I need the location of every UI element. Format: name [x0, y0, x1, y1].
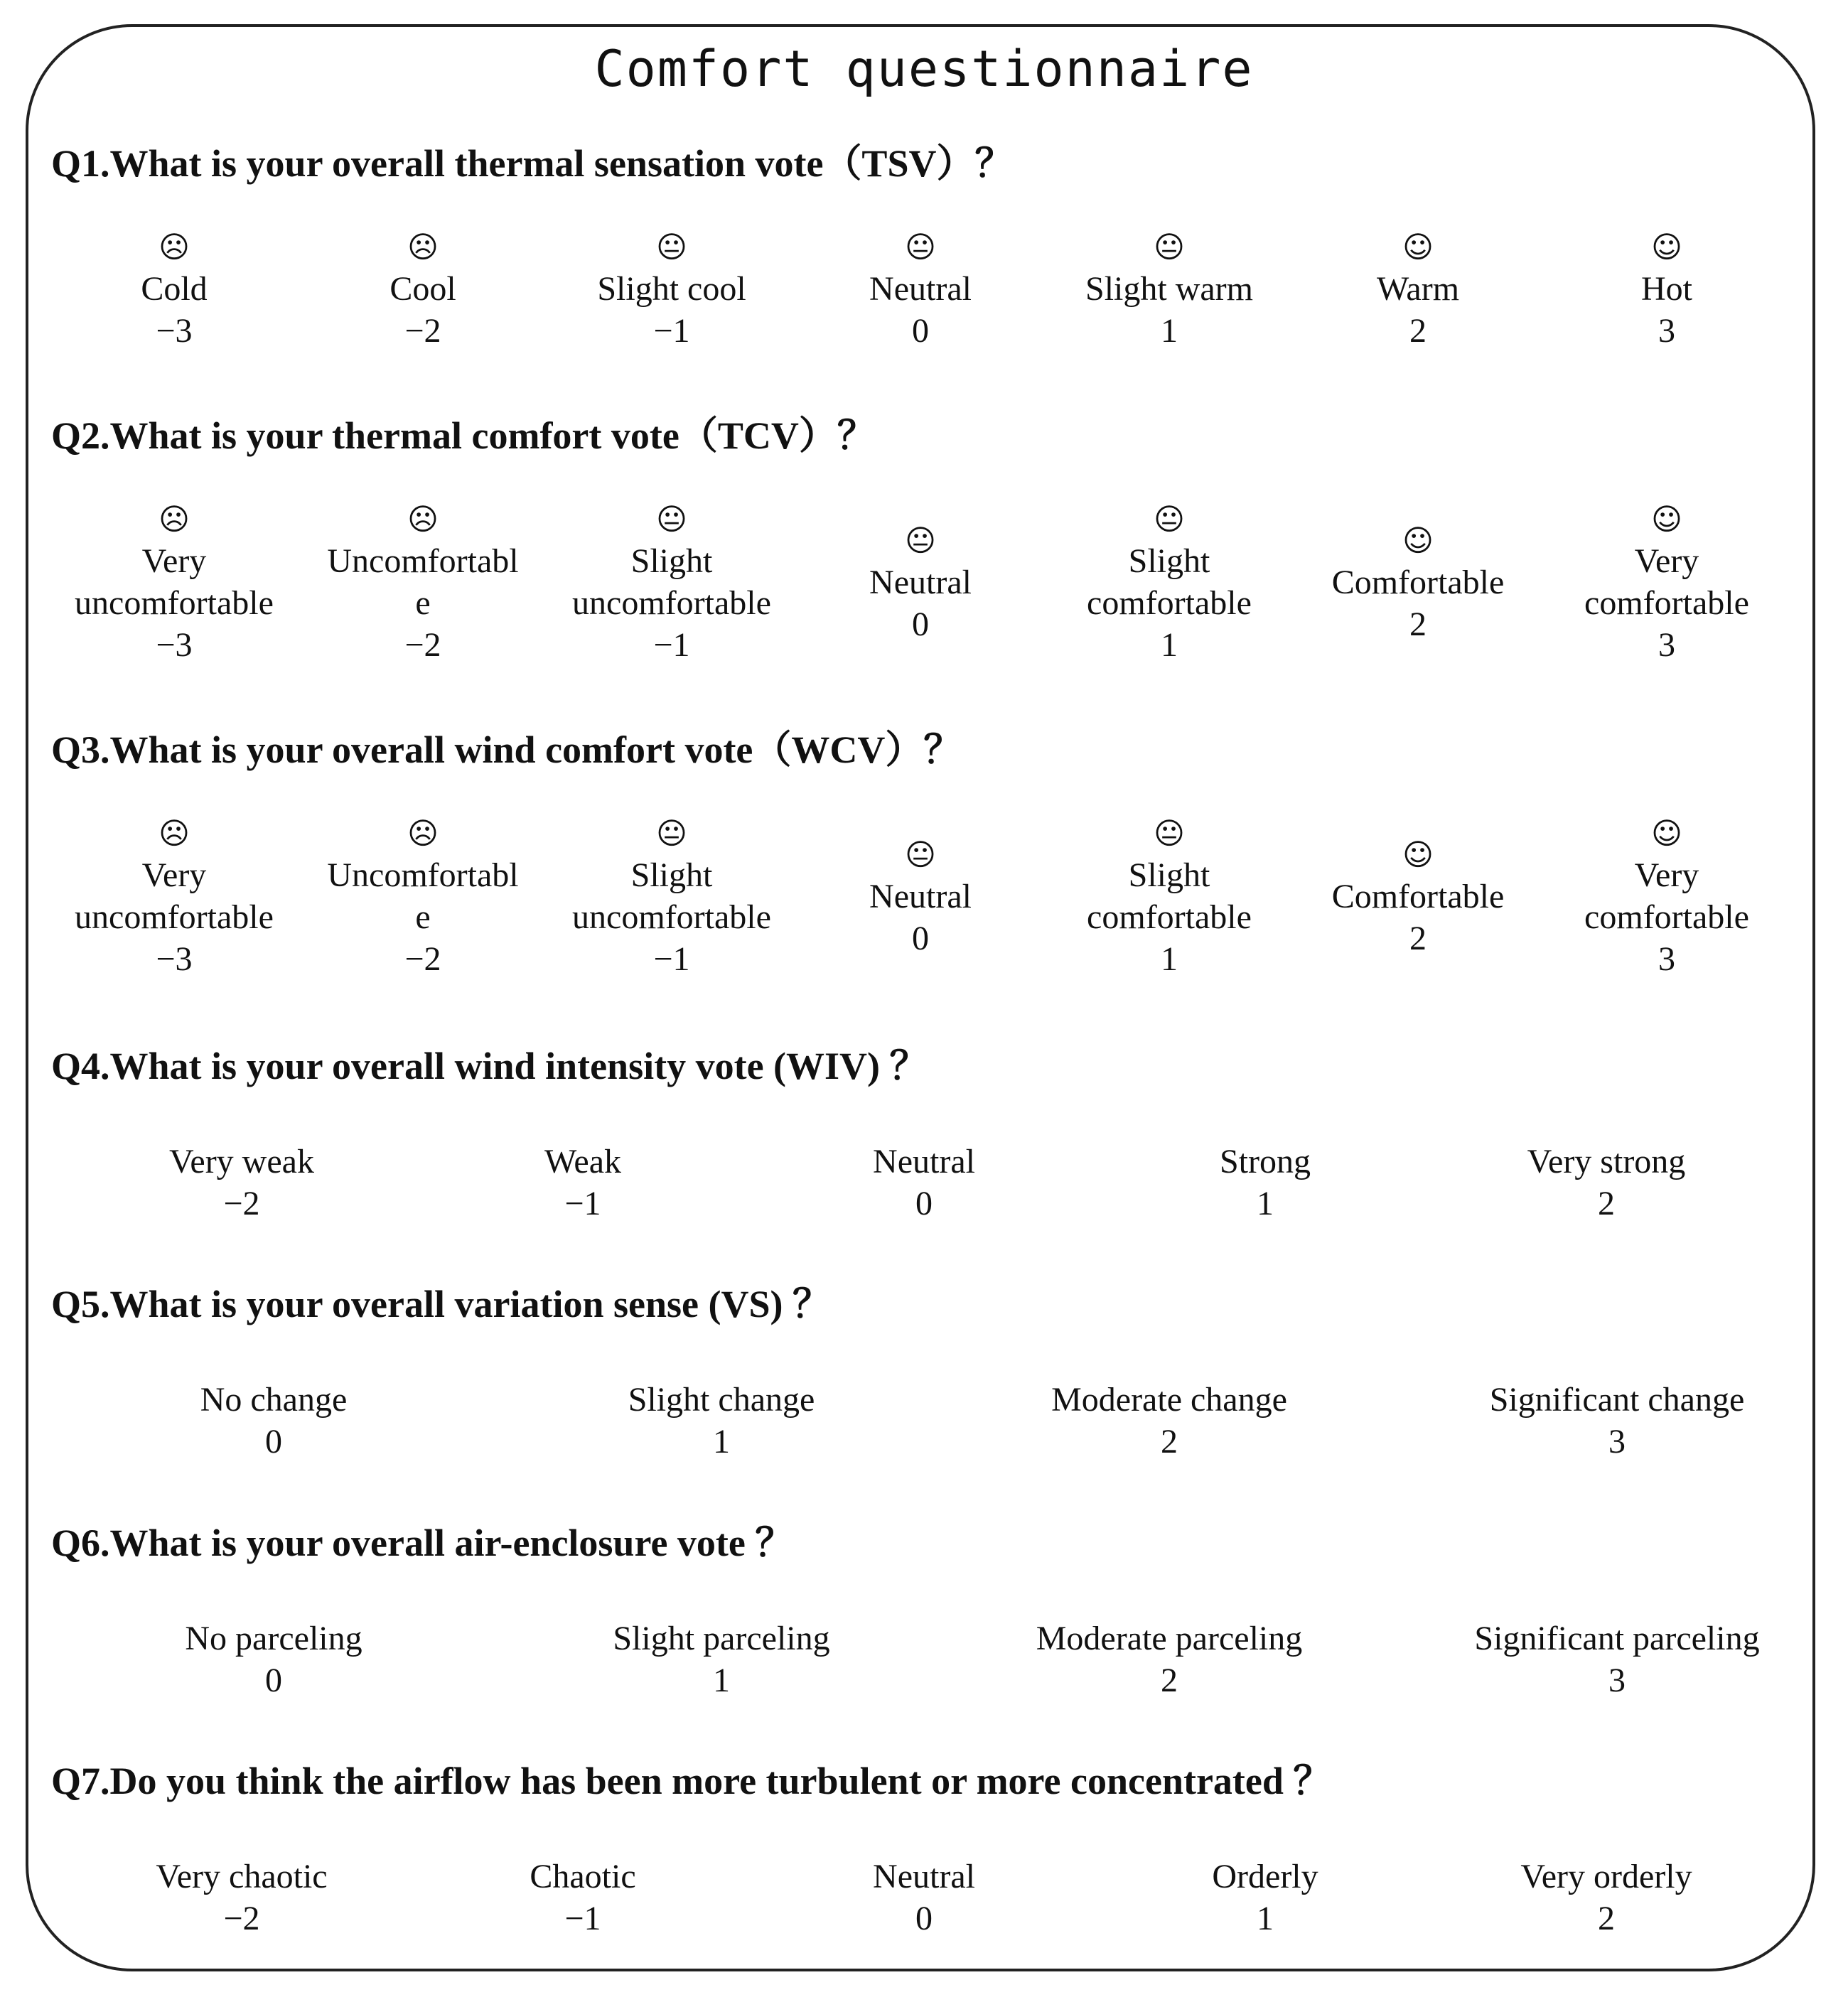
option-value: −1: [564, 1900, 601, 1937]
option-label: Neutral: [873, 1143, 975, 1180]
option-value: 1: [713, 1662, 730, 1699]
option-label: Slight comfortable: [1087, 542, 1252, 622]
option-value: −2: [223, 1900, 260, 1937]
option-label: Very uncomfortable: [75, 856, 274, 936]
neutral-face-icon: 😐: [656, 230, 687, 264]
option-value: −2: [404, 312, 441, 350]
answer-option[interactable]: [50, 226, 299, 352]
option-value: 3: [1608, 1662, 1626, 1699]
option-value: 0: [265, 1662, 282, 1699]
option-value: −2: [223, 1185, 260, 1222]
option-value: −1: [653, 940, 690, 978]
option-value: 0: [265, 1423, 282, 1460]
answer-option[interactable]: [1393, 1618, 1841, 1701]
question-5-options: [50, 1379, 1841, 1463]
option-value: 1: [1161, 626, 1178, 664]
answer-option[interactable]: [498, 1379, 945, 1463]
question-2-text: Q2.What is your thermal comfort vote（TCV）？: [51, 414, 876, 457]
option-label: Very uncomfortable: [75, 542, 274, 622]
question-6-text: Q6.What is your overall air-enclosure vote ？: [51, 1522, 794, 1564]
answer-option[interactable]: [945, 1379, 1393, 1463]
neutral-face-icon: 😐: [905, 836, 936, 872]
option-label: Neutral: [869, 563, 972, 601]
option-value: 2: [1598, 1185, 1615, 1222]
question-3-options: [50, 812, 1791, 980]
option-label: Orderly: [1212, 1858, 1318, 1895]
neutral-face-icon: 😐: [1154, 502, 1185, 537]
option-value: 2: [1598, 1900, 1615, 1937]
smile-face-icon: ☺: [1402, 522, 1434, 558]
option-label: Slight change: [628, 1381, 815, 1419]
neutral-face-icon: 😐: [656, 502, 687, 537]
answer-option[interactable]: [796, 498, 1045, 666]
option-label: Weak: [544, 1143, 622, 1180]
option-label: Slight comfortable: [1087, 856, 1252, 936]
option-label: Warm: [1376, 270, 1460, 308]
answer-option[interactable]: [1045, 226, 1294, 352]
frown-face-icon: ☹: [159, 816, 190, 851]
question-1-options: [50, 226, 1791, 352]
option-value: 0: [912, 605, 929, 643]
option-label: Slight uncomfortable: [572, 856, 771, 936]
option-label: Neutral: [873, 1858, 975, 1895]
smile-face-icon: ☺: [1651, 816, 1682, 851]
option-label: Moderate change: [1051, 1381, 1287, 1419]
option-label: Uncomfortabl e: [327, 542, 519, 622]
option-label: Neutral: [869, 270, 972, 308]
answer-option[interactable]: [1095, 1856, 1436, 1939]
answer-option[interactable]: [299, 498, 547, 666]
option-label: Very orderly: [1520, 1858, 1692, 1895]
answer-option[interactable]: [945, 1618, 1393, 1701]
frown-face-icon: ☹: [159, 502, 190, 537]
answer-option[interactable]: [547, 812, 796, 980]
option-label: Strong: [1219, 1143, 1311, 1180]
option-value: −3: [156, 940, 193, 978]
option-label: Comfortable: [1331, 877, 1505, 915]
option-label: Very chaotic: [156, 1858, 328, 1895]
question-4-text: Q4.What is your overall wind intensity vote (WIV) ？: [51, 1045, 928, 1087]
option-label: Significant parceling: [1474, 1620, 1760, 1657]
answer-option[interactable]: [1045, 812, 1294, 980]
answer-option[interactable]: [1542, 498, 1791, 666]
neutral-face-icon: 😐: [905, 230, 936, 264]
question-4-options: [71, 1141, 1777, 1225]
option-value: −1: [653, 626, 690, 664]
option-label: Cool: [390, 270, 456, 308]
option-label: Very strong: [1527, 1143, 1686, 1180]
answer-option[interactable]: [1294, 226, 1542, 352]
option-value: 1: [1257, 1185, 1274, 1222]
frown-face-icon: ☹: [407, 230, 439, 264]
option-value: 1: [1257, 1900, 1274, 1937]
option-label: Uncomfortabl e: [327, 856, 519, 936]
option-label: Chaotic: [530, 1858, 636, 1895]
option-value: −1: [653, 312, 690, 350]
option-label: Neutral: [869, 877, 972, 915]
answer-option[interactable]: [547, 226, 796, 352]
option-value: 0: [912, 312, 929, 350]
answer-option[interactable]: [1436, 1856, 1777, 1939]
smile-face-icon: ☺: [1651, 230, 1682, 264]
option-value: 2: [1409, 605, 1427, 643]
answer-option[interactable]: [412, 1141, 753, 1225]
option-value: 3: [1658, 626, 1675, 664]
answer-option[interactable]: [796, 812, 1045, 980]
option-label: Very weak: [169, 1143, 314, 1180]
smile-face-icon: ☺: [1651, 502, 1682, 537]
question-1-text: Q1.What is your overall thermal sensation vote（TSV）？: [51, 142, 1014, 185]
neutral-face-icon: 😐: [1154, 230, 1185, 264]
option-value: 2: [1161, 1423, 1178, 1460]
option-value: −3: [156, 312, 193, 350]
option-label: Slight parceling: [613, 1620, 830, 1657]
option-label: Very comfortable: [1584, 542, 1749, 622]
answer-option[interactable]: [50, 1379, 498, 1463]
option-value: 1: [713, 1423, 730, 1460]
option-label: Slight warm: [1085, 270, 1253, 308]
option-label: Significant change: [1489, 1381, 1745, 1419]
option-value: 0: [915, 1900, 933, 1937]
question-6-options: [50, 1618, 1841, 1701]
answer-option[interactable]: [299, 226, 547, 352]
option-value: 3: [1658, 312, 1675, 350]
option-label: Comfortable: [1331, 563, 1505, 601]
answer-option[interactable]: [412, 1856, 753, 1939]
answer-option[interactable]: [753, 1141, 1095, 1225]
option-value: 3: [1658, 940, 1675, 978]
option-label: Hot: [1641, 270, 1692, 308]
neutral-face-icon: 😐: [656, 816, 687, 851]
option-label: Slight cool: [597, 270, 746, 308]
option-value: 1: [1161, 312, 1178, 350]
neutral-face-icon: 😐: [905, 522, 936, 558]
question-3-text: Q3.What is your overall wind comfort vote（WCV）？: [51, 728, 962, 771]
answer-option[interactable]: [796, 226, 1045, 352]
option-label: Very comfortable: [1584, 856, 1749, 936]
answer-option[interactable]: [753, 1856, 1095, 1939]
option-value: 2: [1161, 1662, 1178, 1699]
option-value: −2: [404, 626, 441, 664]
answer-option[interactable]: [50, 812, 299, 980]
answer-option[interactable]: [50, 498, 299, 666]
option-label: Moderate parceling: [1036, 1620, 1303, 1657]
question-2-options: [50, 498, 1791, 666]
option-value: 0: [912, 919, 929, 957]
page-title: Comfort questionnaire: [594, 40, 1254, 98]
frown-face-icon: ☹: [159, 230, 190, 264]
option-label: Slight uncomfortable: [572, 542, 771, 622]
option-value: −1: [564, 1185, 601, 1222]
answer-option[interactable]: [1542, 226, 1791, 352]
option-label: No parceling: [185, 1620, 362, 1657]
answer-option[interactable]: [50, 1618, 498, 1701]
answer-option[interactable]: [1542, 812, 1791, 980]
option-value: 1: [1161, 940, 1178, 978]
option-value: −2: [404, 940, 441, 978]
smile-face-icon: ☺: [1402, 230, 1434, 264]
option-value: 2: [1409, 919, 1427, 957]
option-value: 3: [1608, 1423, 1626, 1460]
option-label: Cold: [141, 270, 208, 308]
option-value: 2: [1409, 312, 1427, 350]
answer-option[interactable]: [1294, 812, 1542, 980]
question-7-text: Q7.Do you think the airflow has been more turbulent or more concentrated ？: [51, 1760, 1332, 1802]
option-value: 0: [915, 1185, 933, 1222]
answer-option[interactable]: [1294, 498, 1542, 666]
question-7-options: [71, 1856, 1777, 1939]
answer-option[interactable]: [71, 1856, 412, 1939]
answer-option[interactable]: [547, 498, 796, 666]
question-5-text: Q5.What is your overall variation sense (VS) ？: [51, 1283, 831, 1325]
frown-face-icon: ☹: [407, 816, 439, 851]
neutral-face-icon: 😐: [1154, 816, 1185, 851]
answer-option[interactable]: [1436, 1141, 1777, 1225]
option-value: −3: [156, 626, 193, 664]
answer-option[interactable]: [498, 1618, 945, 1701]
answer-option[interactable]: [299, 812, 547, 980]
answer-option[interactable]: [1045, 498, 1294, 666]
answer-option[interactable]: [1393, 1379, 1841, 1463]
smile-face-icon: ☺: [1402, 836, 1434, 872]
frown-face-icon: ☹: [407, 502, 439, 537]
answer-option[interactable]: [71, 1141, 412, 1225]
option-label: No change: [200, 1381, 348, 1419]
answer-option[interactable]: [1095, 1141, 1436, 1225]
